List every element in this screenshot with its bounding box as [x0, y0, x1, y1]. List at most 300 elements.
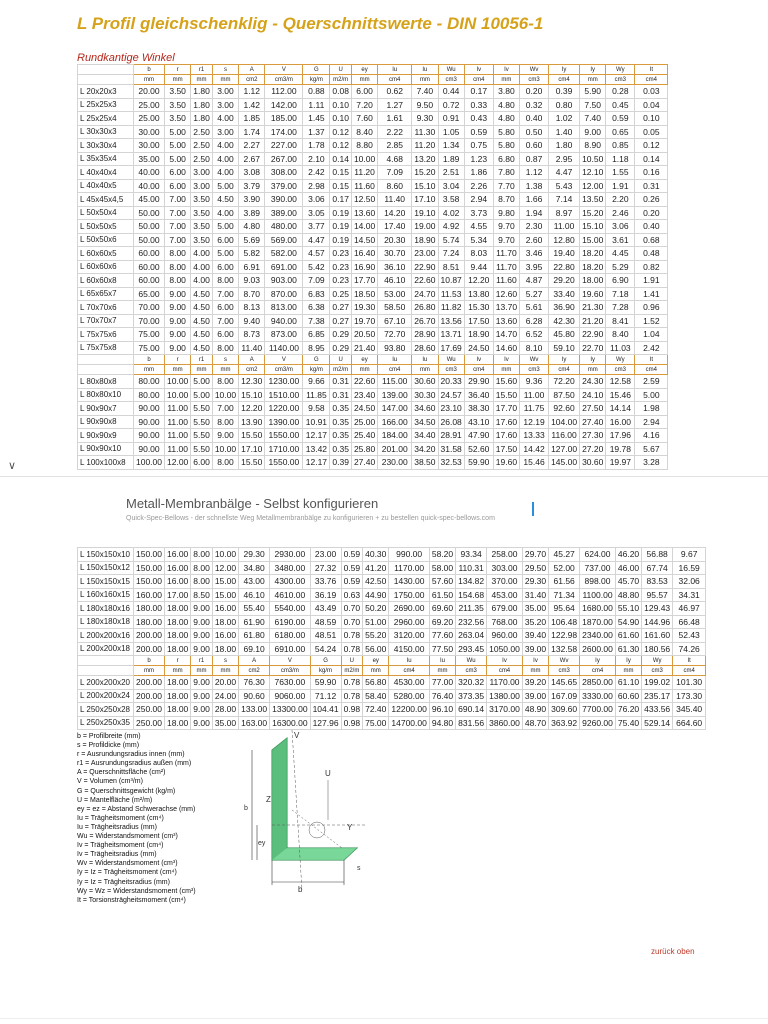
value-cell: 0.19	[330, 233, 352, 247]
value-cell: 6.28	[520, 314, 549, 328]
table-row	[78, 402, 668, 416]
value-cell: 18.00	[165, 716, 191, 730]
header-cell: U	[330, 65, 352, 75]
value-cell: 180.00	[134, 615, 165, 629]
header-cell: Iu	[378, 65, 412, 75]
properties-table-2	[77, 547, 706, 730]
value-cell: 1510.00	[265, 388, 303, 402]
value-cell: 43.00	[239, 575, 270, 589]
value-cell: 6.80	[493, 152, 519, 166]
value-cell: 6190.00	[270, 615, 310, 629]
value-cell: 8.00	[191, 548, 213, 562]
profile-name-cell: L 70x70x7	[78, 314, 134, 328]
value-cell: 200.00	[134, 629, 165, 643]
profile-name-cell: L 60x60x6	[78, 260, 134, 274]
value-cell: 19.97	[606, 456, 635, 470]
symbol-legend	[77, 732, 196, 905]
value-cell: 8.00	[165, 260, 191, 274]
value-cell: 26.08	[438, 415, 464, 429]
value-cell: 3120.00	[389, 629, 429, 643]
profile-name-cell: L 45x45x4,5	[78, 193, 134, 207]
value-cell: 55.10	[615, 602, 641, 616]
value-cell: 59.90	[310, 676, 341, 690]
header-cell: mm	[429, 666, 455, 676]
value-cell: 15.00	[212, 588, 238, 602]
ad-divider	[0, 476, 768, 477]
profile-name-cell: L 25x25x3	[78, 98, 134, 112]
value-cell: 0.12	[635, 139, 668, 153]
value-cell: 145.65	[549, 676, 580, 690]
value-cell: 5.00	[212, 179, 238, 193]
value-cell: 58.20	[429, 548, 455, 562]
value-cell: 20.00	[212, 676, 238, 690]
value-cell: 0.15	[330, 166, 352, 180]
value-cell: 154.68	[456, 588, 487, 602]
header-cell: It	[635, 65, 668, 75]
value-cell: 150.00	[134, 561, 165, 575]
value-cell: 2850.00	[580, 676, 616, 690]
table-row	[78, 588, 706, 602]
value-cell: 1.66	[520, 193, 549, 207]
expand-chevron-icon[interactable]: ∨	[8, 460, 17, 472]
value-cell: 71.34	[549, 588, 580, 602]
value-cell: 69.60	[429, 602, 455, 616]
header-cell: G	[303, 355, 330, 365]
value-cell: 0.17	[330, 193, 352, 207]
value-cell: 1140.00	[265, 341, 303, 355]
value-cell: 166.00	[378, 415, 412, 429]
value-cell: 32.06	[673, 575, 706, 589]
value-cell: 5.80	[493, 139, 519, 153]
value-cell: 6180.00	[270, 629, 310, 643]
value-cell: 0.35	[330, 429, 352, 443]
value-cell: 167.09	[549, 689, 580, 703]
value-cell: 24.70	[412, 287, 438, 301]
value-cell: 11.00	[165, 402, 191, 416]
value-cell: 22.70	[580, 341, 606, 355]
value-cell: 3.80	[493, 85, 519, 99]
value-cell: 5.43	[549, 179, 580, 193]
value-cell: 293.45	[456, 642, 487, 656]
value-cell: 55.40	[239, 602, 270, 616]
value-cell: 23.10	[438, 402, 464, 416]
header-cell: mm	[165, 75, 191, 85]
value-cell: 11.40	[378, 193, 412, 207]
value-cell: 18.00	[580, 274, 606, 288]
value-cell: 0.19	[330, 220, 352, 234]
value-cell: 11.20	[351, 166, 377, 180]
value-cell: 1430.00	[389, 575, 429, 589]
value-cell: 0.78	[341, 629, 363, 643]
value-cell: 9.67	[673, 548, 706, 562]
value-cell: 163.00	[239, 716, 270, 730]
table-row	[78, 575, 706, 589]
header-cell: cm2	[239, 666, 270, 676]
value-cell: 2.59	[635, 375, 668, 389]
value-cell: 5.29	[606, 260, 635, 274]
value-cell: 5.74	[438, 233, 464, 247]
value-cell: 0.39	[549, 85, 580, 99]
value-cell: 4530.00	[389, 676, 429, 690]
value-cell: 9.00	[212, 429, 238, 443]
value-cell: 25.00	[351, 415, 377, 429]
value-cell: 7.70	[493, 179, 519, 193]
header-cell: cm4	[487, 666, 523, 676]
header-cell: cm4	[673, 666, 706, 676]
header-cell: mm	[134, 75, 165, 85]
value-cell: 48.70	[522, 716, 548, 730]
value-cell: 11.40	[239, 341, 265, 355]
value-cell: 3480.00	[270, 561, 310, 575]
value-cell: 0.15	[330, 179, 352, 193]
value-cell: 870.00	[265, 287, 303, 301]
value-cell: 13.80	[464, 287, 493, 301]
value-cell: 6.90	[606, 274, 635, 288]
value-cell: 61.10	[615, 676, 641, 690]
value-cell: 2600.00	[580, 642, 616, 656]
value-cell: 0.39	[330, 456, 352, 470]
value-cell: 13.90	[239, 415, 265, 429]
value-cell: 14.20	[378, 206, 412, 220]
header-cell: mm	[165, 666, 191, 676]
value-cell: 17.60	[493, 429, 519, 443]
value-cell: 12.58	[606, 375, 635, 389]
value-cell: 10.00	[212, 548, 238, 562]
value-cell: 4.80	[239, 220, 265, 234]
table-row	[78, 301, 668, 315]
value-cell: 75.00	[134, 328, 165, 342]
value-cell: 1.40	[549, 125, 580, 139]
value-cell: 0.19	[330, 206, 352, 220]
value-cell: 0.40	[635, 220, 668, 234]
value-cell: 8.00	[191, 561, 213, 575]
profile-name-cell: L 50x50x6	[78, 233, 134, 247]
value-cell: 373.35	[456, 689, 487, 703]
value-cell: 1050.00	[487, 642, 523, 656]
value-cell: 320.32	[456, 676, 487, 690]
value-cell: 34.20	[412, 442, 438, 456]
value-cell: 3.95	[520, 260, 549, 274]
header-cell	[78, 75, 134, 85]
header-cell	[78, 666, 134, 676]
value-cell: 11.70	[493, 247, 519, 261]
value-cell: 8.51	[438, 260, 464, 274]
value-cell: 50.00	[134, 206, 165, 220]
value-cell: 0.35	[330, 442, 352, 456]
value-cell: 46.97	[673, 602, 706, 616]
value-cell: 21.40	[351, 341, 377, 355]
header-cell: cm3	[438, 365, 464, 375]
header-cell: cm4	[389, 666, 429, 676]
value-cell: 679.00	[487, 602, 523, 616]
value-cell: 40.00	[134, 179, 165, 193]
value-cell: 34.40	[412, 429, 438, 443]
value-cell: 160.00	[134, 588, 165, 602]
value-cell: 9.03	[239, 274, 265, 288]
value-cell: 80.00	[134, 388, 165, 402]
value-cell: 8.73	[239, 328, 265, 342]
value-cell: 115.00	[378, 375, 412, 389]
table-row	[78, 206, 668, 220]
value-cell: 18.90	[464, 328, 493, 342]
value-cell: 2690.00	[389, 602, 429, 616]
diagram-label-s: s	[357, 865, 361, 872]
value-cell: 12.00	[212, 561, 238, 575]
value-cell: 56.80	[363, 676, 389, 690]
value-cell: 57.60	[429, 575, 455, 589]
value-cell: 0.23	[330, 260, 352, 274]
value-cell: 0.59	[464, 125, 493, 139]
value-cell: 11.75	[520, 402, 549, 416]
value-cell: 44.90	[363, 588, 389, 602]
value-cell: 24.50	[351, 402, 377, 416]
profile-name-cell: L 180x180x18	[78, 615, 134, 629]
value-cell: 147.00	[378, 402, 412, 416]
value-cell: 31.40	[522, 588, 548, 602]
value-cell: 2.95	[549, 152, 580, 166]
value-cell: 5.67	[635, 442, 668, 456]
value-cell: 13.70	[493, 301, 519, 315]
value-cell: 13.42	[303, 442, 330, 456]
value-cell: 41.20	[363, 561, 389, 575]
profile-name-cell: L 70x70x6	[78, 301, 134, 315]
diagram-label-b: b	[298, 885, 303, 894]
value-cell: 5.00	[635, 388, 668, 402]
value-cell: 0.35	[330, 402, 352, 416]
value-cell: 1.18	[606, 152, 635, 166]
value-cell: 43.10	[464, 415, 493, 429]
header-cell: r	[165, 656, 191, 666]
value-cell: 19.78	[606, 442, 635, 456]
value-cell: 1170.00	[487, 676, 523, 690]
value-cell: 4.55	[464, 220, 493, 234]
value-cell: 53.00	[378, 287, 412, 301]
value-cell: 20.33	[438, 375, 464, 389]
value-cell: 13.33	[520, 429, 549, 443]
value-cell: 12.00	[580, 179, 606, 193]
value-cell: 77.00	[429, 676, 455, 690]
ad-banner[interactable]	[126, 496, 495, 522]
value-cell: 8.50	[191, 588, 213, 602]
value-cell: 19.00	[412, 220, 438, 234]
value-cell: 3.50	[191, 233, 213, 247]
header-cell: Iu	[389, 656, 429, 666]
header-cell: b	[134, 656, 165, 666]
value-cell: 77.50	[429, 642, 455, 656]
value-cell: 7.24	[438, 247, 464, 261]
value-cell: 3.06	[303, 193, 330, 207]
value-cell: 129.43	[642, 602, 673, 616]
header-cell: cm4	[378, 75, 412, 85]
value-cell: 0.70	[341, 615, 363, 629]
header-cell: ey	[351, 65, 377, 75]
value-cell: 70.00	[134, 301, 165, 315]
value-cell: 1.12	[520, 166, 549, 180]
value-cell: 0.26	[635, 193, 668, 207]
table-row	[78, 314, 668, 328]
header-cell: cm4	[580, 666, 616, 676]
value-cell: 11.53	[438, 287, 464, 301]
value-cell: 127.00	[549, 442, 580, 456]
value-cell: 3.58	[438, 193, 464, 207]
header-cell: cm3	[642, 666, 673, 676]
header-cell: mm	[134, 666, 165, 676]
value-cell: 232.56	[456, 615, 487, 629]
header-cell: Iy	[549, 355, 580, 365]
value-cell: 9.80	[493, 206, 519, 220]
value-cell: 18.20	[580, 247, 606, 261]
value-cell: 90.60	[239, 689, 270, 703]
value-cell: 3.06	[606, 220, 635, 234]
value-cell: 4.00	[212, 152, 238, 166]
value-cell: 96.10	[429, 703, 455, 717]
value-cell: 28.91	[438, 429, 464, 443]
profile-name-cell: L 75x75x8	[78, 341, 134, 355]
value-cell: 60.60	[615, 689, 641, 703]
value-cell: 72.70	[378, 328, 412, 342]
value-cell: 21.20	[580, 314, 606, 328]
value-cell: 0.98	[341, 716, 363, 730]
header-cell: mm	[580, 365, 606, 375]
value-cell: 3.73	[464, 206, 493, 220]
header-cell: cm4	[635, 75, 668, 85]
value-cell: 1550.00	[265, 429, 303, 443]
value-cell: 13.56	[438, 314, 464, 328]
legend-item: It = Torsionsträgheitsmoment (cm⁴)	[77, 896, 186, 904]
value-cell: 94.80	[429, 716, 455, 730]
value-cell: 9.40	[239, 314, 265, 328]
value-cell: 74.26	[673, 642, 706, 656]
profile-name-cell: L 200x200x18	[78, 642, 134, 656]
value-cell: 4.00	[191, 247, 213, 261]
value-cell: 4.00	[191, 260, 213, 274]
value-cell: 389.00	[265, 206, 303, 220]
value-cell: 0.17	[464, 85, 493, 99]
header-cell: Iu	[412, 355, 438, 365]
header-cell	[78, 65, 134, 75]
value-cell: 4300.00	[270, 575, 310, 589]
value-cell: 11.00	[549, 220, 580, 234]
value-cell: 1.91	[606, 179, 635, 193]
value-cell: 39.20	[522, 676, 548, 690]
back-to-top-link[interactable]: zurück oben	[651, 947, 695, 956]
legend-item: ey = ez = Abstand Schwerachse (mm)	[77, 805, 196, 813]
value-cell: 7.14	[549, 193, 580, 207]
value-cell: 1.80	[549, 139, 580, 153]
value-cell: 12.20	[239, 402, 265, 416]
value-cell: 9260.00	[580, 716, 616, 730]
value-cell: 1.27	[378, 98, 412, 112]
table-row	[78, 676, 706, 690]
header-cell: cm3/m	[265, 75, 303, 85]
value-cell: 8.97	[549, 206, 580, 220]
value-cell: 12200.00	[389, 703, 429, 717]
value-cell: 0.10	[330, 98, 352, 112]
value-cell: 4610.00	[270, 588, 310, 602]
value-cell: 6.00	[191, 456, 213, 470]
value-cell: 2.20	[606, 193, 635, 207]
value-cell: 0.88	[303, 85, 330, 99]
value-cell: 5.34	[464, 233, 493, 247]
value-cell: 9.44	[464, 260, 493, 274]
value-cell: 31.58	[438, 442, 464, 456]
value-cell: 1.85	[239, 112, 265, 126]
header-cell: mm	[212, 75, 238, 85]
value-cell: 0.87	[520, 152, 549, 166]
value-cell: 104.41	[310, 703, 341, 717]
value-cell: 17.70	[351, 274, 377, 288]
value-cell: 9.00	[165, 341, 191, 355]
value-cell: 7.60	[351, 112, 377, 126]
value-cell: 1.80	[191, 112, 213, 126]
table-row	[78, 388, 668, 402]
value-cell: 27.32	[310, 561, 341, 575]
value-cell: 36.40	[464, 388, 493, 402]
value-cell: 7.20	[351, 98, 377, 112]
value-cell: 2.67	[239, 152, 265, 166]
value-cell: 9.58	[303, 402, 330, 416]
value-cell: 7.40	[580, 112, 606, 126]
value-cell: 1.37	[303, 125, 330, 139]
value-cell: 8.80	[351, 139, 377, 153]
value-cell: 26.80	[412, 301, 438, 315]
header-cell: mm	[580, 75, 606, 85]
value-cell: 0.27	[330, 301, 352, 315]
value-cell: 0.16	[635, 166, 668, 180]
value-cell: 2.85	[378, 139, 412, 153]
value-cell: 1.80	[191, 85, 213, 99]
header-cell: cm3	[606, 75, 635, 85]
value-cell: 0.35	[330, 415, 352, 429]
value-cell: 0.45	[606, 98, 635, 112]
value-cell: 46.20	[615, 548, 641, 562]
value-cell: 453.00	[487, 588, 523, 602]
diagram-label-ey: ey	[258, 840, 266, 847]
value-cell: 0.40	[520, 112, 549, 126]
value-cell: 15.46	[520, 456, 549, 470]
value-cell: 14.50	[351, 233, 377, 247]
value-cell: 0.44	[438, 85, 464, 99]
value-cell: 0.96	[635, 301, 668, 315]
value-cell: 33.40	[549, 287, 580, 301]
value-cell: 4.02	[438, 206, 464, 220]
value-cell: 75.00	[363, 716, 389, 730]
header-cell: cm3/m	[265, 365, 303, 375]
value-cell: 3.90	[239, 193, 265, 207]
ad-description: Quick-Spec-Bellows - der schnellste Weg Metallmembranbälge zu konfigurieren + zu bestellen quick-spec-bellows.com	[126, 515, 495, 522]
value-cell: 36.90	[549, 301, 580, 315]
value-cell: 230.00	[378, 456, 412, 470]
profile-name-cell: L 50x50x5	[78, 220, 134, 234]
value-cell: 990.00	[389, 548, 429, 562]
value-cell: 90.00	[134, 402, 165, 416]
value-cell: 12.10	[580, 166, 606, 180]
value-cell: 8.03	[464, 247, 493, 261]
value-cell: 60.00	[134, 247, 165, 261]
value-cell: 30.30	[412, 388, 438, 402]
value-cell: 76.30	[239, 676, 270, 690]
value-cell: 2.94	[635, 415, 668, 429]
value-cell: 308.00	[265, 166, 303, 180]
value-cell: 5.27	[520, 287, 549, 301]
value-cell: 199.02	[642, 676, 673, 690]
header-cell: Wu	[456, 656, 487, 666]
value-cell: 9.00	[580, 125, 606, 139]
ad-title[interactable]: Metall-Membranbälge - Selbst konfigurieren	[126, 496, 379, 511]
value-cell: 200.00	[134, 689, 165, 703]
value-cell: 3.50	[191, 206, 213, 220]
value-cell: 9.00	[191, 676, 213, 690]
